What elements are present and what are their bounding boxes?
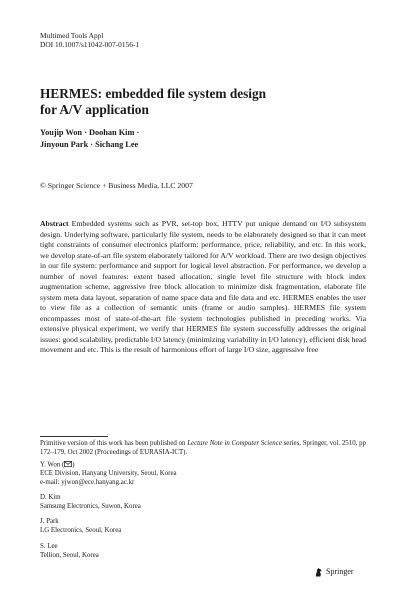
- affiliation-won: [40, 461, 366, 488]
- primitive-note-venue: Lecture Note in Computer Science: [187, 440, 282, 447]
- publisher-logo: [314, 566, 364, 578]
- abstract-text: Embedded systems such as PVR, set-top box, HTTV put unique demand on I/O subsystem design. Underlying software, particularly file system, needs to be elaborately designed so that it can meet tight constraints of consumer electronics platform: performance, price, reliability, and etc. In this work, we develop state-of-art file system elaborately tailored for A/V workload. There are two design objectives in our file system: performance and support for logical level abstraction. For performance, we develop a number of novel features: extent based allocation, single level file structure with block index augmentation scheme, aggressive free block allocation to minimize disk fragmentation, elaborate file system meta data layout, separation of name space data and file data and etc. HERMES enables the user to view file as a collection of semantic units (frame or audio samples). HERMES file system encompasses most of state-of-the-art file system technologies published in preceding works. Via extensive physical experiment, we verify that HERMES file system successfully addresses the original issues: good scalability, predictable I/O latency (minimizing variability in I/O latency), efficient disk head movement and etc. This is the result of harmonious effort of large I/O size, aggressive free: [40, 219, 366, 354]
- affiliation-kim: [40, 494, 366, 512]
- title-line-2: for A/V application: [40, 101, 149, 117]
- footnote-divider: [40, 436, 108, 437]
- author-name-kim: D. Kim: [40, 494, 61, 501]
- title-line-1: HERMES: embedded file system design: [40, 86, 267, 101]
- affiliation-text-lee: Tellion, Seoul, Korea: [40, 551, 99, 559]
- publisher-name: Springer: [326, 567, 354, 576]
- authors-line-1: Youjip Won · Doohan Kim ·: [40, 128, 140, 137]
- affiliation-text-kim: Samsung Electronics, Suwon, Korea: [40, 502, 141, 510]
- doi: DOI 10.1007/s11042-007-0156-1: [40, 40, 140, 49]
- journal-name: Multimed Tools Appl: [40, 31, 104, 40]
- author-name-won: Y. Won (: [40, 461, 65, 469]
- primitive-note-prefix: Primitive version of this work has been published on: [40, 440, 188, 447]
- primitive-note-suffix: series, Springer, vol. 2510, pp 172–179, Oct 2002 (Proceedings of EURASIA-ICT).: [40, 440, 366, 456]
- springer-horse-icon: [314, 567, 323, 577]
- affiliation-park: [40, 518, 366, 536]
- primitive-version-note: [40, 440, 366, 458]
- affiliation-text-park: LG Electronics, Seoul, Korea: [40, 526, 122, 534]
- email-won: e-mail: yjwon@ece.hanyang.ac.kr: [40, 479, 135, 487]
- author-list: [40, 127, 340, 151]
- author-name-won-end: ): [72, 461, 75, 469]
- copyright-notice: © Springer Science + Business Media, LLC 2007: [40, 181, 193, 190]
- author-name-lee: S. Lee: [40, 543, 58, 550]
- abstract: [40, 219, 366, 356]
- author-name-park: J. Park: [40, 518, 59, 525]
- authors-line-2: Jinyoun Park · Sichang Lee: [40, 140, 139, 149]
- paper-title: [40, 86, 340, 117]
- affiliation-text-won: ECE Division, Hanyang University, Seoul, Korea: [40, 470, 177, 478]
- affiliation-lee: [40, 543, 366, 561]
- abstract-label: Abstract: [40, 219, 69, 228]
